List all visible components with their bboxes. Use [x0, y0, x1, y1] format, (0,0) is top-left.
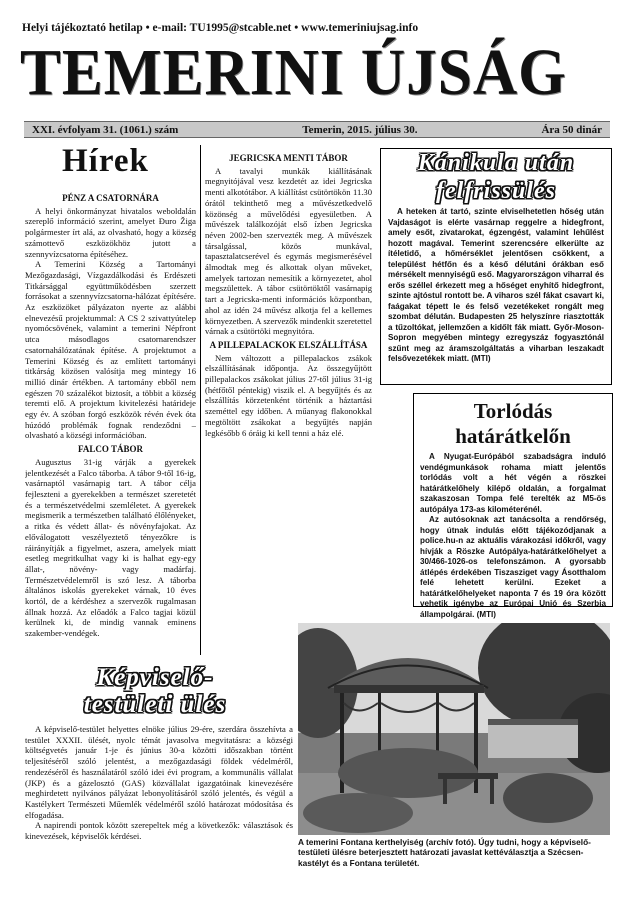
falco-paragraph: Augusztus 31-ig várják a gyerekek jelentkezését a Falco táborba. A tábor 9-től 16-ig, vasárnaptól vasárnapig tart. A tábor célja fejleszteni a gyerekekben a természet szeretetét és a természetvédelmi szemléletet. A gyerekek megismerik a természetben található élőlényeket, a ritka és védett állat- és növényfajokat. Az előválogatott veszélyeztető tényezőkre is ráirányítják a figyelmet, aszera, amelyek miatt esetleg megritkulhat vagy ki is halhat egy-egy állat-, növény- vagy madárfaj. Természetvédelemről is szó lesz. A táborba általános iskolás gyerekeket várnak, 10 éves kortól, de a kérdéshez a szervezők rugalmasan állnak hozzá. Az előadók a Falco tagjai közül kerülnek ki, de mindig vannak eminens szakember-vendégek. [25, 456, 196, 639]
torlodas-box [413, 393, 613, 619]
issue-date: Temerin, 2015. július 30. [302, 123, 418, 136]
tagline: Helyi tájékoztató hetilap • e-mail: TU1995@stcable.net • www.temeriniujsag.info [22, 22, 419, 34]
kepviselo-paragraph-1: A képviselő-testület helyettes elnöke július 29-ére, szerdára összehívta a testület XXXII. ülését, nyolc témát javasolva megvitatásra: a községi költségvetés január 1-je és június 30-a közötti időszakban történt teljesítéséről szóló jelentést, a mezőgazdasági földek védelméről, rendezéséről és használatáról szóló idei évi program, a kommunális vállalat (JKP) és a gázelosztó (GAS) közvállalat igazgatóinak kinevezésére meghirdetett nyilvános pályázat lebonyolításáról szóló jelentés, és végül a Kastélykert Természeti Műemlék védelméről szóló határozat módosítása és elfogadása. [25, 724, 293, 820]
kanikula-body: A heteken át tartó, szinte elviselhetetlen hőség után Vajdaságot is elérte vasárnap reggelre a hidegfront, amely esőt, zivatarokat, égzengést, valamint lehűlést hozott magával. Temerint szerencsére elkerülte az ítéletidő, a hőmérséklet jelentősen csökkent, a települést hétfőn és a késő délutáni órákban eső mérsékelt mennyiségű eső. Magyarországon viharral és erős széllel érkezett meg a hőséget enyhítő hidegfront, szinte ajtóstul rontott be. A viharos szél fákat csavart ki, faágakat tépett le és felső vezetékeket rongált meg szombat délután. Budapesten 25 helyszínre riasztották a tűzoltókat, jellemzően a kidőlt fák miatt. Győr-Moson-Sopron megyében mintegy ezregyszáz fogyasztónál szűnt meg az áramszolgáltatás a viharban leszakadt felsővezetékek miatt. (MTI) [388, 207, 604, 363]
heading-jegricska: JEGRICSKA MENTI TÁBOR [229, 153, 348, 163]
kepviselo-title-line1: Képviselő- [96, 664, 214, 691]
hirek-column-1 [25, 190, 196, 652]
heading-penz: PÉNZ A CSATORNÁRA [62, 193, 159, 203]
heading-pillepalack: A PILLEPALACKOK ELSZÁLLÍTÁSA [209, 339, 368, 350]
fontana-photo [298, 623, 610, 835]
photo-caption: A temerini Fontana kerthelyiség (archív fotó). Úgy tudni, hogy a képviselő-testületi ülésre beterjesztett határozati javaslat kettéválasztja a Szécsen-kastélyt és a Fontana területét. [298, 837, 591, 868]
kanikula-title-line2: felfrissülés [436, 178, 556, 204]
penz-paragraph-1: A helyi önkormányzat hivatalos weboldalán szereplő információ szerint, amelyet Đuro Žiga polgármester írt alá, az olvasható, hogy a község számottevő eszközökhöz jutott a szennyvízcsatorna építéséhez. [25, 205, 196, 259]
hirek-column-2 [205, 150, 372, 650]
jegricska-paragraph: A tavalyi munkák kiállításának megnyitójával vesz kezdetét az idei Jegricska menti alkotótábor. A kiállítást csütörtökön 11.30 órától tekinthető meg a művészetkedvelő közönség a művelődési egyesületben. A művészek találkozóját első ízben Jegricska néven 2002-ben szervezték meg. A művészek társalgással, közös munkával, tapasztalatcserével és egymás megismerésével álmodtak meg és alkottak olyan műveket, amelyek tartozan nemesítik a környezetet, ahol megszülettek. A tábor csütörtöktől vasárnapig tart a Jegricska-menti információs központban, ahol az idén 24 művész alkotja fel a kellemes környezetben. A szervezők mindenkit szeretettel várnak a csütörtöki megnyitóra. [205, 165, 372, 337]
penz-paragraph-2: A Temerini Község a Tartományi Mezőgazdasági, Vízgazdálkodási és Erdészeti Titkársággal együttműködésben szerzett forrásokat a szennyvízcsatorna-hálózat építésére. Az eszközöket pályázaton nyerte az alábbi elnevezésű projektummal: A CS 2 szivattyútelep nyomócsövének, valamint a temerini Népfront utca másodlagos csatornarendszer csatornahálózatának építése. A projektumot a Temerini Község és az említett tartományi titkárság közösen valósítja meg mintegy 16 millió dinár értékben. A tartomány ebből nem egészen 70 százalékot biztosít, a többit a község teremti elő. A projektum kivitelezési határideje egy év. A szóban forgó eszközök révén évek óta húzódó problémák fognak rendeződni – olvasható a községi információban. [25, 259, 196, 441]
kepviselo-paragraph-2: A napirendi pontok között szerepeltek még a következők: választások és kinevezések, képviselők kérdései. [25, 820, 293, 842]
issue-price: Ára 50 dinár [541, 123, 602, 136]
volume-number: XXI. évfolyam 31. (1061.) szám [32, 123, 179, 136]
torlodas-paragraph-1: A Nyugat-Európából szabadságra induló vendégmunkások rohama miatt jelentős torlódás volt a hét végén a röszkei határátkelőhely kilépő oldalán, a forgalmat szakaszosan Tompa felé terelték az M5-ös autópálya 173-as kilométerénél. [420, 452, 606, 514]
kanikula-body-wrap [381, 205, 611, 379]
masthead-title: TEMERINI ÚJSÁG [20, 36, 567, 109]
torlodas-body-wrap [414, 449, 612, 624]
hirek-title: Hírek [62, 143, 149, 179]
kepviselo-title-line2: testületi ülés [83, 691, 227, 718]
torlodas-title: Torlódás határátkelőn [455, 399, 571, 448]
kepviselo-body [25, 724, 293, 870]
kanikula-box [380, 148, 612, 385]
torlodas-paragraph-2: Az autósoknak azt tanácsolta a rendőrség, hogy útnak indulás előtt tájékozódjanak a police.hu-n az aktuális várakozási időkről, vagy hívják a Röszke Autópálya-határátkelőhelyet a 30/466-1026-os telefonszámon. A gyorsabb átlépés érdekében Tiszasziget vagy Ásotthalom felé lehetett kerülni. Ezeket a határátkelőhelyeket naponta 7 és 19 óra között vehetik igénybe az Európai Unió és Szerbia állampolgárai. (MTI) [420, 515, 606, 619]
kanikula-title-line1: Kánikula után [417, 150, 575, 176]
pillepalack-paragraph: Nem változott a pillepalackos zsákok elszállításának időpontja. Az összegyűjtött pillepalackos zsákokat július 27-től július 31-ig (hétfőtől péntekig) viszik el. A begyűjtés és az elszállítás körzetenként történik a háztartási szeméttel egy időben. A műanyag flakonokkal megtöltött zsákokat a begyűjtés napján legkésőbb 6 óráig ki kell tenni a ház elé. [205, 352, 372, 438]
heading-falco: FALCO TÁBOR [78, 444, 143, 455]
issue-bar [24, 121, 610, 138]
column-divider-1 [200, 145, 201, 655]
